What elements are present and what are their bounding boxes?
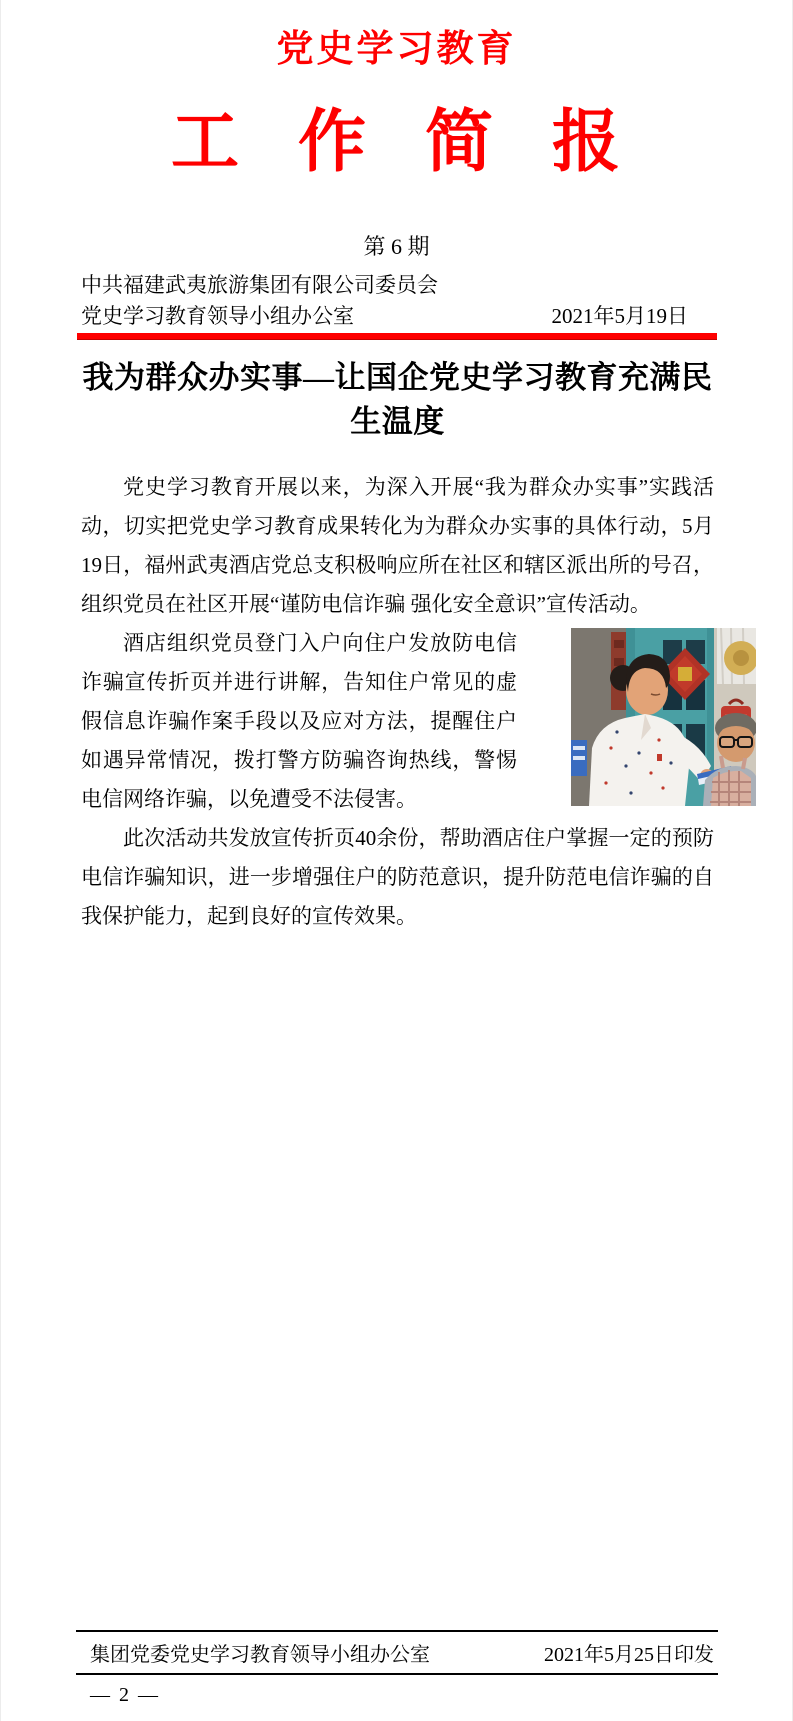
issuing-org-block (81, 270, 714, 332)
photo-illustration (571, 628, 756, 806)
paragraph-2: 酒店组织党员登门入户向住户发放防电信诈骗宣传折页并进行讲解，告知住户常见的虚假信息诈骗作案手段以及应对方法，提醒住户如遇异常情况，拨打警方防骗咨询热线，警惕电信网络诈骗，以免遭受不法侵害。 (81, 631, 517, 811)
red-divider-rule (77, 333, 717, 340)
paragraph-1: 党史学习教育开展以来，为深入开展“我为群众办实事”实践活动，切实把党史学习教育成果转化为为群众办实事的具体行动，5月19日，福州武夷酒店党总支积极响应所在社区和辖区派出所的号召，组织党员在社区开展“谨防电信诈骗 强化安全意识”宣传活动。 (81, 475, 714, 616)
footer-bottom-rule (76, 1673, 718, 1675)
footer-issuer: 集团党委党史学习教育领导小组办公室 (90, 1644, 430, 1666)
page-number: — 2 — (90, 1684, 160, 1706)
document-footer (76, 1630, 718, 1707)
masthead-title: 工 作 简 报 (170, 104, 622, 180)
footer-print-date: 2021年5月25日印发 (544, 1644, 714, 1666)
article-body (81, 468, 714, 936)
community-visit-photo (529, 628, 714, 806)
org-name-line1: 中共福建武夷旅游集团有限公司委员会 (81, 273, 438, 297)
article-title: 我为群众办实事—让国企党史学习教育充满民生温度 (82, 360, 713, 439)
paragraph-2-wrap (81, 624, 714, 819)
issue-date: 2021年5月19日 (551, 304, 688, 328)
paragraph-3: 此次活动共发放宣传折页40余份，帮助酒店住户掌握一定的预防电信诈骗知识，进一步增强住户的防范意识，提升防范电信诈骗的自我保护能力，起到良好的宣传效果。 (81, 826, 714, 928)
issue-number: 第 6 期 (363, 234, 430, 259)
org-name-line2: 党史学习教育领导小组办公室 (81, 304, 354, 328)
masthead-subtitle: 党史学习教育 (276, 29, 517, 70)
